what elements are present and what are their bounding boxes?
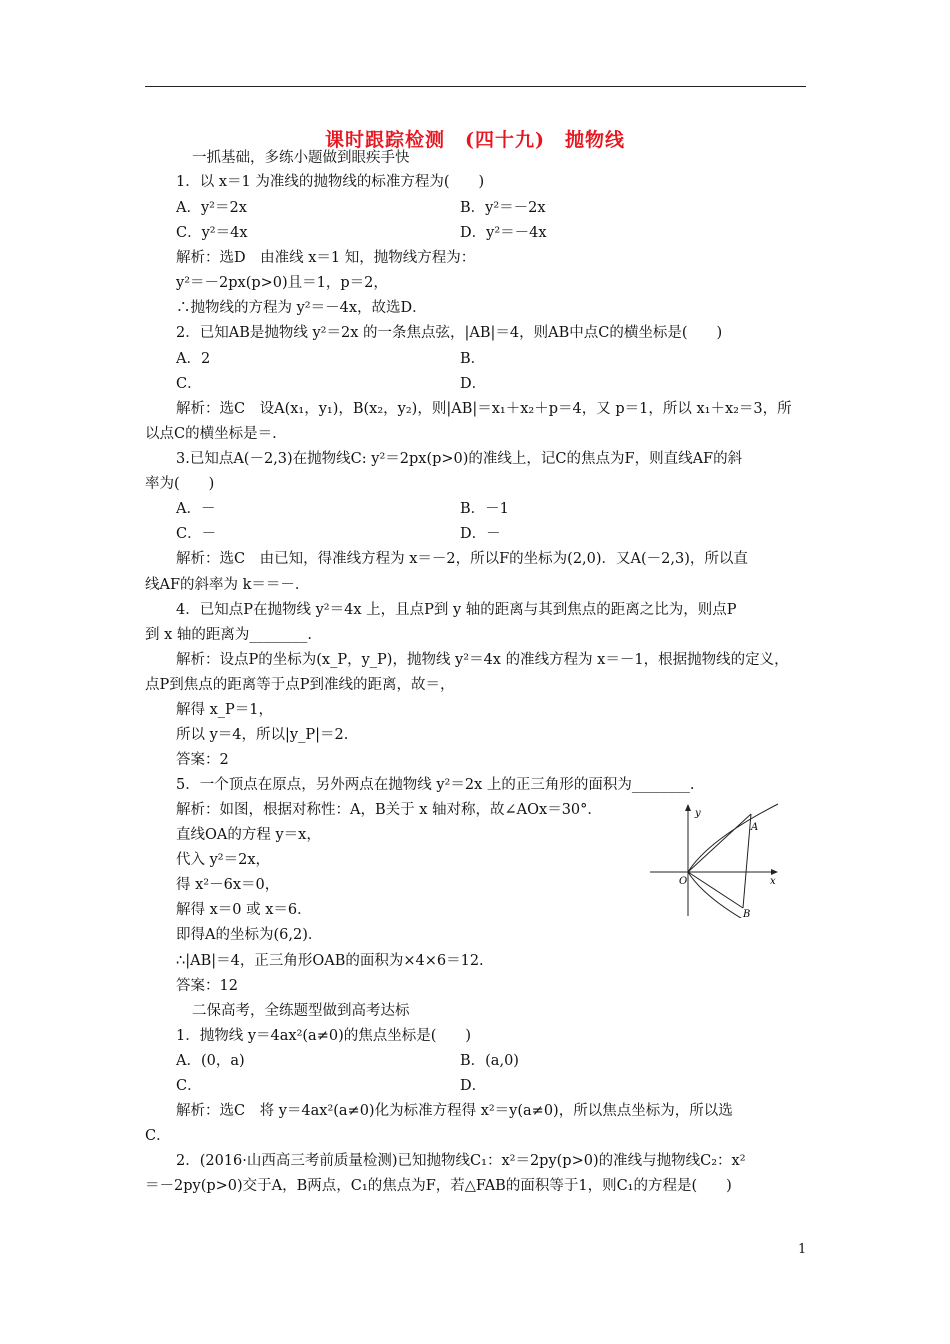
question-2: 2．已知AB是抛物线 y²＝2x 的一条焦点弦，|AB|＝4，则AB中点C的横坐标是( ) (176, 325, 723, 341)
solution-line: 点P到焦点的距离等于点P到准线的距离，故＝， (145, 677, 455, 693)
question-7-cont: ＝－2py(p>0)交于A，B两点，C₁的焦点为F，若△FAB的面积等于1，则C₁的方程是( ) (145, 1178, 732, 1194)
x-axis-arrow (771, 869, 778, 875)
solution-line: 直线OA的方程 y＝x， (176, 827, 321, 843)
solution-line: 代入 y²＝2x， (176, 852, 271, 868)
header-rule (145, 86, 806, 87)
solution-line: ∴抛物线的方程为 y²＝－4x，故选D． (176, 300, 427, 316)
solution-line: 得 x²－6x＝0， (176, 877, 280, 893)
point-a-label: A (751, 822, 759, 833)
y-axis-arrow (685, 804, 691, 811)
origin-label: O (679, 876, 688, 887)
question-4: 4．已知点P在抛物线 y²＝4x 上，且点P到 y 轴的距离与其到焦点的距离之比为，则点P (176, 602, 737, 618)
question-4-cont: 到 x 轴的距离为________. (145, 627, 313, 643)
option-b: B．y²＝－2x (460, 200, 546, 216)
option-b: B．(a,0) (460, 1053, 519, 1069)
solution-line: 即得A的坐标为(6,2)． (176, 927, 323, 943)
solution-line: 所以 y＝4，所以|y_P|＝2. (176, 727, 349, 743)
segment-ob (688, 872, 743, 908)
option-d: D． (460, 376, 487, 392)
option-c: C．－ (176, 526, 217, 542)
solution-line: C． (145, 1128, 171, 1144)
option-a: A．(0，a) (176, 1053, 245, 1069)
option-b: B．－1 (460, 501, 509, 517)
solution-line: 解析：选C 由已知，得准线方程为 x＝－2，所以F的坐标为(2,0)．又A(－2,3)，所以直 (176, 551, 748, 567)
solution-line: ∴|AB|＝4，正三角形OAB的面积为×4×6＝12. (176, 953, 484, 969)
answer: 答案：12 (176, 978, 238, 994)
option-a: A．2 (176, 351, 211, 367)
solution-line: 解得 x_P＝1， (176, 702, 274, 718)
x-label: x (770, 876, 776, 887)
parabola-figure (648, 800, 798, 918)
solution-line: 解得 x＝0 或 x＝6． (176, 902, 312, 918)
solution-line: 解析：设点P的坐标为(x_P，y_P)，抛物线 y²＝4x 的准线方程为 x＝－1，根据抛物线的定义， (176, 652, 789, 668)
page-number: 1 (798, 1242, 807, 1257)
option-d: D．－ (460, 526, 501, 542)
solution-line: 以点C的横坐标是＝. (145, 426, 277, 442)
y-label: y (695, 808, 701, 819)
option-d: D． (460, 1078, 487, 1094)
question-7: 2．(2016·山西高三考前质量检测)已知抛物线C₁：x²＝2py(p>0)的准线与抛物线C₂：x² (176, 1153, 746, 1169)
segment-oa (688, 814, 751, 872)
solution-line: 解析：选C 设A(x₁，y₁)，B(x₂，y₂)，则|AB|＝x₁＋x₂＋p＝4，又 p＝1，所以 x₁＋x₂＝3，所 (176, 401, 792, 417)
option-c: C． (176, 376, 202, 392)
option-b: B． (460, 351, 486, 367)
solution-line: 解析：选C 将 y＝4ax²(a≠0)化为标准方程得 x²＝y(a≠0)，所以焦点坐标为，所以选 (176, 1103, 733, 1119)
solution-line: 解析：选D 由准线 x＝1 知，抛物线方程为： (176, 250, 476, 266)
question-5: 5．一个顶点在原点，另外两点在抛物线 y²＝2x 上的正三角形的面积为________. (176, 777, 695, 793)
segment-ab (743, 814, 751, 908)
option-d: D．y²＝－4x (460, 225, 547, 241)
section-heading-2: 二保高考，全练题型做到高考达标 (192, 1003, 410, 1019)
question-3-cont: 率为( ) (145, 476, 215, 492)
option-c: C．y²＝4x (176, 225, 248, 241)
question-6: 1．抛物线 y＝4ax²(a≠0)的焦点坐标是( ) (176, 1028, 472, 1044)
option-c: C． (176, 1078, 202, 1094)
page-title: 课时跟踪检测 (四十九) 抛物线 (325, 129, 625, 151)
point-b-label: B (743, 909, 751, 918)
solution-line: 线AF的斜率为 k＝＝－． (145, 577, 310, 593)
question-3: 3.已知点A(－2,3)在抛物线C: y²＝2px(p>0)的准线上，记C的焦点为F，则直线AF的斜 (176, 451, 743, 467)
solution-line: 解析：如图，根据对称性：A，B关于 x 轴对称，故∠AOx＝30°． (176, 802, 602, 818)
answer: 答案：2 (176, 752, 229, 768)
option-a: A．y²＝2x (176, 200, 247, 216)
question-1: 1．以 x＝1 为准线的抛物线的标准方程为( ) (176, 174, 485, 190)
option-a: A．－ (176, 501, 216, 517)
section-heading-1: 一抓基础，多练小题做到眼疾手快 (192, 150, 410, 166)
solution-line: y²＝－2px(p>0)且＝1，p＝2， (176, 275, 388, 291)
